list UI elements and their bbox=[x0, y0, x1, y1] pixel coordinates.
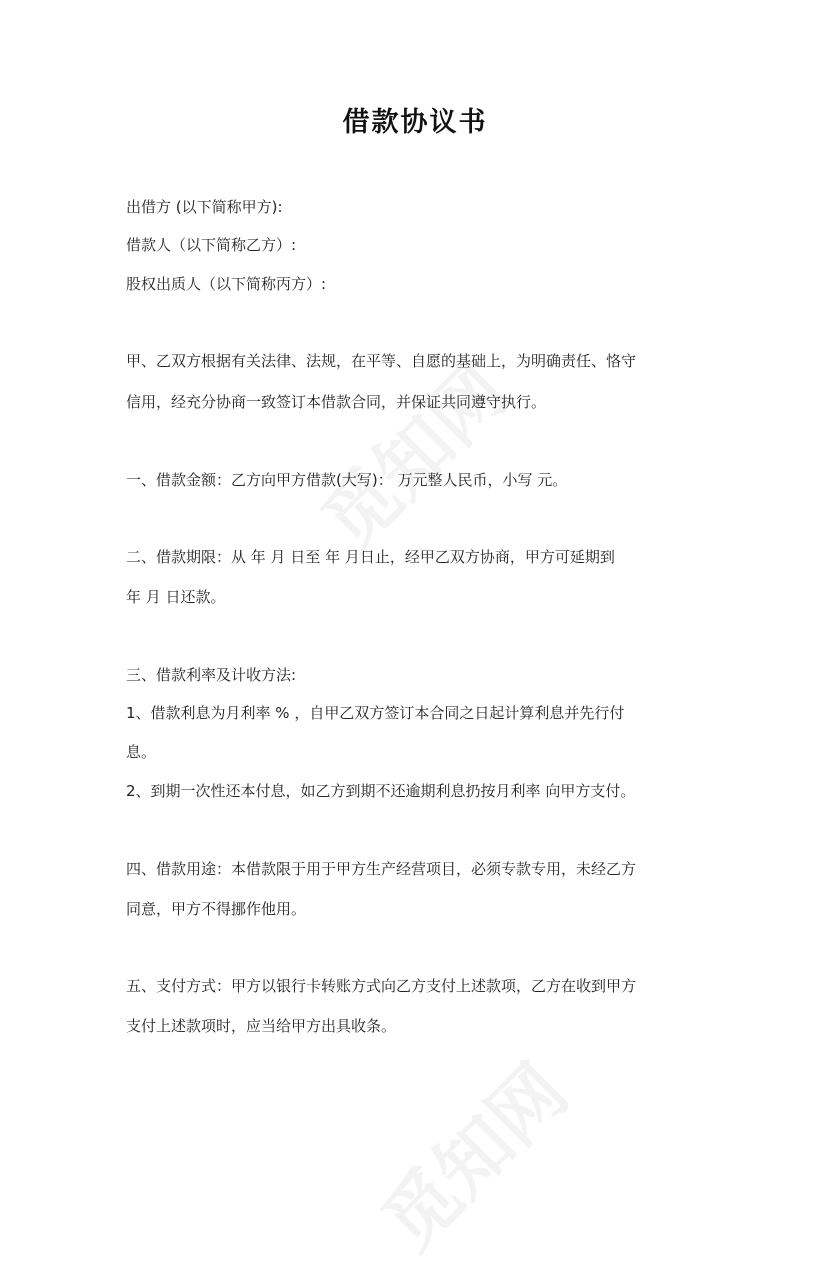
clause-loan-purpose: 同意，甲方不得挪作他用。 bbox=[126, 900, 307, 918]
watermark bbox=[295, 337, 527, 569]
clause-interest-item: 1、借款利息为月利率 % ，自甲乙双方签订本合同之日起计算利息并先行付 bbox=[126, 704, 625, 722]
borrower-line: 借款人（以下简称乙方）: bbox=[126, 236, 297, 254]
pledgor-line: 股权出质人（以下简称丙方）: bbox=[126, 275, 327, 293]
lender-line: 出借方 (以下简称甲方): bbox=[126, 198, 283, 216]
preamble-line: 甲、乙双方根据有关法律、法规，在平等、自愿的基础上，为明确责任、恪守 bbox=[126, 352, 637, 370]
watermark bbox=[355, 1037, 587, 1269]
clause-loan-purpose: 四、借款用途：本借款限于用于甲方生产经营项目，必须专款专用，未经乙方 bbox=[126, 860, 637, 878]
preamble-line: 信用，经充分协商一致签订本借款合同，并保证共同遵守执行。 bbox=[126, 393, 547, 411]
document-title: 借款协议书 bbox=[342, 107, 488, 138]
clause-interest-heading: 三、借款利率及计收方法: bbox=[126, 666, 297, 684]
clause-payment-method: 支付上述款项时，应当给甲方出具收条。 bbox=[126, 1017, 397, 1035]
clause-loan-amount: 一、借款金额：乙方向甲方借款(大写)： 万元整人民币，小写 元。 bbox=[126, 471, 568, 489]
clause-interest-item: 息。 bbox=[126, 743, 157, 761]
clause-interest-item: 2、到期一次性还本付息，如乙方到期不还逾期利息扔按月利率 向甲方支付。 bbox=[126, 782, 636, 800]
clause-loan-term: 年 月 日还款。 bbox=[126, 588, 226, 606]
clause-payment-method: 五、支付方式：甲方以银行卡转账方式向乙方支付上述款项，乙方在收到甲方 bbox=[126, 977, 637, 995]
clause-loan-term: 二、借款期限：从 年 月 日至 年 月日止，经甲乙双方协商，甲方可延期到 bbox=[126, 548, 615, 566]
